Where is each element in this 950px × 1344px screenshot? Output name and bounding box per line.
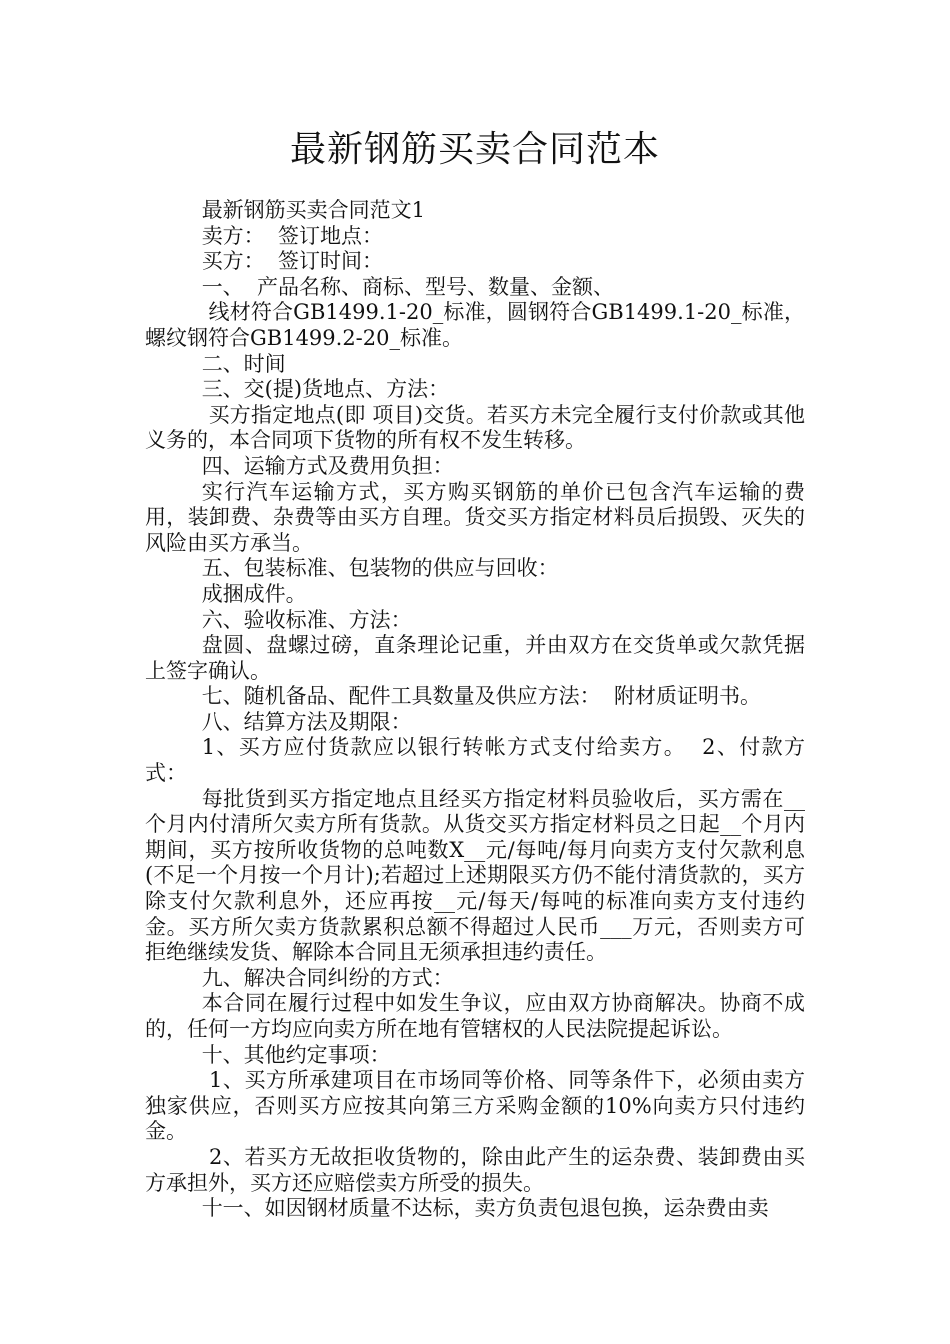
section-seven-line: 七、随机备品、配件工具数量及供应方法： 附材质证明书。 [201, 684, 762, 709]
section-ten-title: 十、其他约定事项： [201, 1042, 391, 1067]
document-title: 最新钢筋买卖合同范本 [289, 129, 660, 170]
section-six-content: 盘圆、盘螺过磅，直条理论记重，并由双方在交货单或欠款凭据上签字确认。 [145, 633, 805, 683]
section-five-content: 成捆成件。 [201, 581, 307, 606]
section-nine-title: 九、解决合同纠纷的方式： [201, 965, 454, 990]
paragraph-buyer: 买方： 签订时间： [201, 249, 384, 274]
section-two-title: 二、时间 [201, 351, 286, 376]
document-body [145, 198, 805, 1222]
section-eight-title: 八、结算方法及期限： [201, 709, 412, 734]
section-eleven-partial: 十一、如因钢材质量不达标，卖方负责包退包换，运杂费由卖 [201, 1196, 769, 1221]
paragraph-seller: 卖方： 签订地点： [201, 223, 384, 248]
section-six-title: 六、验收标准、方法： [201, 607, 412, 632]
section-ten-item-one: 1、买方所承建项目在市场同等价格、同等条件下，必须由卖方独家供应，否则买方应按其向第三方采购金额的10%向卖方只付违约金。 [145, 1068, 805, 1144]
section-three-title: 三、交(提)货地点、方法： [201, 377, 450, 402]
section-four-title: 四、运输方式及费用负担： [201, 453, 454, 478]
section-four-content: 实行汽车运输方式，买方购买钢筋的单价已包含汽车运输的费用，装卸费、杂费等由买方自理。货交买方指定材料员后损毁、灭失的风险由买方承当。 [145, 479, 805, 555]
section-one-content: 线材符合GB1499.1-20_标准，圆钢符合GB1499.1-20_标准，螺纹钢符合GB1499.2-20_标准。 [145, 300, 805, 350]
section-one-title: 一、 产品名称、商标、型号、数量、金额、 [201, 274, 615, 299]
section-five-title: 五、包装标准、包装物的供应与回收： [201, 556, 559, 581]
section-eight-content: 每批货到买方指定地点且经买方指定材料员验收后，买方需在__个月内付清所欠卖方所有货款。从货交买方指定材料员之日起__个月内期间，买方按所收货物的总吨数X__元/每吨/每月向卖方支付欠款利息(不足一个月按一个月计);若超过上述期限买方仍不能付清货款的，买方除支付欠款利息外，还应再按__元/每天/每吨的标准向卖方支付违约金。买方所欠卖方货款累积总额不得超过人民币___万元，否则卖方可拒绝继续发货、解除本合同且无须承担违约责任。 [145, 786, 805, 965]
section-ten-item-two: 2、若买方无故拒收货物的，除由此产生的运杂费、装卸费由买方承担外，买方还应赔偿卖方所受的损失。 [145, 1144, 805, 1195]
section-eight-payment-line: 1、买方应付货款应以银行转帐方式支付给卖方。 2、付款方式： [145, 735, 805, 786]
section-nine-content: 本合同在履行过程中如发生争议，应由双方协商解决。协商不成的，任何一方均应向卖方所在地有管辖权的人民法院提起诉讼。 [145, 991, 805, 1041]
section-three-content: 买方指定地点(即 项目)交货。若买方未完全履行支付价款或其他义务的，本合同项下货物的所有权不发生转移。 [145, 402, 805, 453]
paragraph-heading: 最新钢筋买卖合同范文1 [201, 198, 426, 222]
